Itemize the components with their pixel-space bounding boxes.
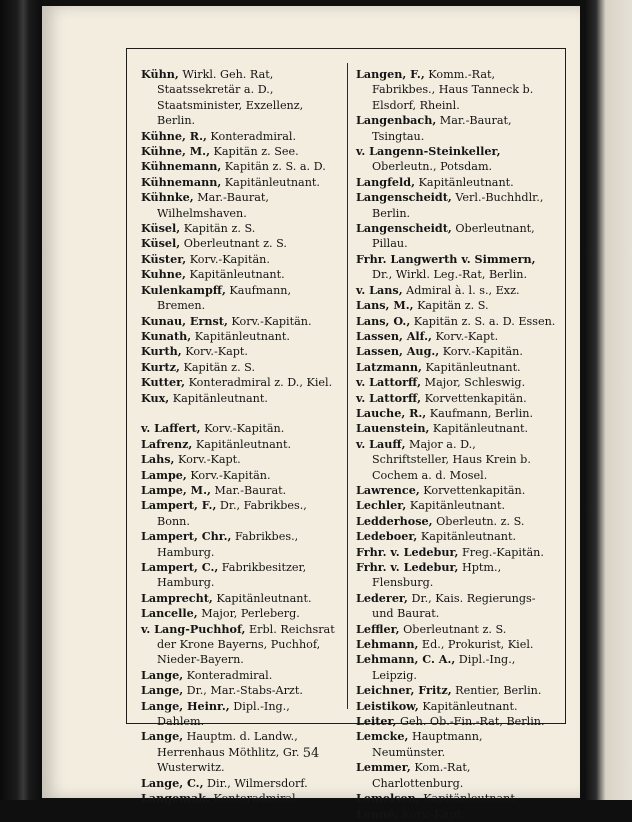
directory-entry xyxy=(141,314,339,329)
entry-details: Korvettenkapitän. xyxy=(421,391,527,405)
directory-entry xyxy=(141,606,339,621)
directory-entry xyxy=(141,252,339,267)
entry-details: Korv.-Kapitän. xyxy=(200,422,285,436)
directory-entry xyxy=(141,267,339,282)
entry-details: Major a. D., Schriftsteller, Haus Krein b. Cochem a. d. Mosel. xyxy=(372,437,531,482)
entry-name: Lamprecht, xyxy=(141,590,213,605)
directory-entry xyxy=(356,807,556,822)
directory-entry xyxy=(141,190,339,221)
directory-entry xyxy=(356,483,556,498)
directory-entry xyxy=(356,113,556,144)
entry-details: Kapitänleutnant. xyxy=(192,437,292,451)
entry-name: v. Lans, xyxy=(356,282,403,297)
entry-name: Kühnemann, xyxy=(141,174,222,189)
directory-entry xyxy=(141,776,339,791)
entry-details: Verl.-Buchhdlr., Berlin. xyxy=(372,191,544,220)
entry-name: v. Lattorff, xyxy=(356,375,422,390)
entry-name: Lans, M., xyxy=(356,298,414,313)
entry-name: Langen, F., xyxy=(356,67,425,81)
directory-entry xyxy=(356,344,556,359)
entry-details: Hptm., Flensburg. xyxy=(372,561,502,590)
entry-details: Kapitän z. S. xyxy=(179,360,256,374)
right-column xyxy=(356,67,556,822)
entry-details: Kapitänleutnant. xyxy=(421,360,521,374)
entry-details: Korv.-Kapt. xyxy=(398,807,465,821)
entry-spacer xyxy=(141,406,339,421)
entry-name: Kühnemann, xyxy=(141,159,222,174)
entry-details: Korv.-Kapt. xyxy=(174,453,241,467)
entry-details: Oberleutn. z. S. xyxy=(432,514,525,528)
entry-details: Oberleutnant z. S. xyxy=(180,237,287,251)
entry-details: Korv.-Kapt. xyxy=(431,329,499,343)
directory-entry xyxy=(356,591,556,622)
directory-entry xyxy=(141,683,339,698)
directory-entry xyxy=(356,67,556,113)
entry-details: Dr., Mar.-Stabs-Arzt. xyxy=(183,684,303,698)
entry-name: Leffler, xyxy=(356,621,400,636)
entry-name: Küsel, xyxy=(141,236,181,251)
entry-name: Lassen, Aug., xyxy=(356,344,440,359)
entry-details: Korv.-Kapitän. xyxy=(186,468,271,482)
entry-name: v. Laffert, xyxy=(141,421,201,436)
entry-details: Rentier, Berlin. xyxy=(451,684,542,698)
entry-name: Lemcke, xyxy=(356,729,409,744)
directory-entry xyxy=(356,252,556,283)
entry-details: Dr., Wirkl. Leg.-Rat, Berlin. xyxy=(372,268,528,282)
directory-entry xyxy=(356,545,556,560)
entry-name: v. Lattorff, xyxy=(356,390,422,405)
entry-details: Dir., Wilmersdorf. xyxy=(203,776,308,790)
column-divider xyxy=(347,63,348,709)
directory-entry xyxy=(141,529,339,560)
entry-details: Hauptm. d. Landw., Herrenhaus Möthlitz, Gr. Wusterwitz. xyxy=(157,730,300,775)
entry-details: Wirkl. Geh. Rat, Staatssekretär a. D., Staatsminister, Exzellenz, Berlin. xyxy=(157,68,304,128)
entry-details: Admiral à. l. s., Exz. xyxy=(402,283,520,297)
entry-name: Lauenstein, xyxy=(356,421,430,436)
entry-name: Lange, xyxy=(141,667,184,682)
entry-details: Geh. Ob.-Fin.-Rat, Berlin. xyxy=(396,715,545,729)
entry-name: Lange, Heinr., xyxy=(141,698,230,713)
directory-entry xyxy=(356,360,556,375)
entry-details: Konteradmiral. xyxy=(183,668,273,682)
entry-name: Lemelsen, xyxy=(356,791,420,806)
entry-name: Latzmann, xyxy=(356,359,422,374)
entry-name: Lemmer, xyxy=(356,760,411,775)
entry-details: Kapitän z. See. xyxy=(209,145,299,159)
directory-entry xyxy=(141,622,339,668)
directory-entry xyxy=(356,514,556,529)
entry-name: Lehmann, xyxy=(356,637,419,652)
directory-entry xyxy=(356,791,556,806)
directory-entry xyxy=(141,67,339,129)
book-page xyxy=(42,6,580,821)
entry-details: Konteradmiral. xyxy=(209,792,300,806)
entry-details: Korv.-Kapitän. xyxy=(186,252,270,266)
entry-details: Kapitänleutnant. xyxy=(429,422,529,436)
directory-entry xyxy=(356,375,556,390)
entry-details: Major, Perleberg. xyxy=(197,607,300,621)
directory-entry xyxy=(356,699,556,714)
entry-name: Leistikow, xyxy=(356,698,419,713)
entry-name: Ledderhose, xyxy=(356,513,433,528)
left-column xyxy=(141,67,339,806)
entry-details: Mar.-Baurat. xyxy=(210,483,287,497)
entry-details: Erbl. Reichsrat der Krone Bayerns, Puchhof, Nieder-Bayern. xyxy=(157,622,335,667)
entry-name: Lampert, F., xyxy=(141,498,217,513)
entry-name: Lassen, Alf., xyxy=(356,328,432,343)
directory-entry xyxy=(356,190,556,221)
entry-name: Lenné, xyxy=(356,806,399,821)
directory-entry xyxy=(141,236,339,251)
entry-details: Oberleutn., Potsdam. xyxy=(372,160,493,174)
entry-details: Kapitänleutnant. xyxy=(191,329,290,343)
entry-name: Leiter, xyxy=(356,714,397,729)
directory-entry xyxy=(141,421,339,436)
directory-entry xyxy=(141,221,339,236)
entry-name: Frhr. v. Ledebur, xyxy=(356,544,459,559)
entry-name: Küster, xyxy=(141,251,187,266)
entry-name: Kulenkampff, xyxy=(141,282,226,297)
entry-name: Lawrence, xyxy=(356,482,420,497)
entry-name: Lancelle, xyxy=(141,606,198,621)
entry-details: Kapitän z. S. xyxy=(413,299,489,313)
page-number: 54 xyxy=(302,746,320,761)
entry-details: Kapitänleutnant. xyxy=(417,530,517,544)
directory-entry xyxy=(141,498,339,529)
directory-entry xyxy=(141,391,339,406)
entry-name: Lafrenz, xyxy=(141,436,193,451)
directory-entry xyxy=(141,791,339,806)
directory-entry xyxy=(356,175,556,190)
entry-name: Langemak, xyxy=(141,791,210,806)
directory-entry xyxy=(141,344,339,359)
directory-entry xyxy=(141,360,339,375)
entry-details: Oberleutnant z. S. xyxy=(399,622,507,636)
directory-entry xyxy=(141,283,339,314)
entry-details: Fabrikbes., Hamburg. xyxy=(157,530,299,559)
directory-entry xyxy=(356,622,556,637)
entry-name: Lehmann, C. A., xyxy=(356,652,456,667)
entry-details: Kaufmann, Berlin. xyxy=(426,406,534,420)
entry-name: Kunau, Ernst, xyxy=(141,313,228,328)
entry-details: Kapitän z. S. a. D. Essen. xyxy=(410,314,556,328)
directory-entry xyxy=(141,452,339,467)
entry-name: Langenscheidt, xyxy=(356,221,452,236)
entry-name: Langenscheidt, xyxy=(356,190,452,205)
entry-details: Kom.-Rat, Charlottenburg. xyxy=(372,761,471,790)
entry-name: Lauche, R., xyxy=(356,405,427,420)
directory-entry xyxy=(141,175,339,190)
entry-details: Kapitänleutnant. xyxy=(212,591,312,605)
entry-name: Lange, C., xyxy=(141,775,204,790)
directory-entry xyxy=(356,221,556,252)
entry-details: Kapitän z. S. a. D. xyxy=(221,160,326,174)
entry-details: Freg.-Kapitän. xyxy=(458,545,544,559)
entry-details: Komm.-Rat, Fabrikbes., Haus Tanneck b. Elsdorf, Rheinl. xyxy=(372,68,534,112)
entry-name: Kühne, M., xyxy=(141,144,210,159)
entry-name: Küsel, xyxy=(141,221,181,236)
entry-name: Lange, xyxy=(141,683,184,698)
entry-details: Mar.-Baurat, Wilhelmshaven. xyxy=(157,191,269,220)
entry-name: Lampert, C., xyxy=(141,559,219,574)
entry-name: v. Lauff, xyxy=(356,436,406,451)
entry-details: Oberleutnant, Pillau. xyxy=(372,222,535,251)
directory-entry xyxy=(356,498,556,513)
entry-name: Leichner, Fritz, xyxy=(356,683,452,698)
entry-name: Kühne, R., xyxy=(141,128,207,143)
entry-details: Konteradmiral z. D., Kiel. xyxy=(185,376,333,390)
directory-entry xyxy=(356,714,556,729)
entry-name: Lechler, xyxy=(356,498,407,513)
directory-entry xyxy=(141,468,339,483)
entry-details: Major, Schleswig. xyxy=(421,376,526,390)
entry-details: Korvettenkapitän. xyxy=(419,483,526,497)
directory-entry xyxy=(356,283,556,298)
directory-entry xyxy=(356,144,556,175)
directory-entry xyxy=(356,314,556,329)
directory-entry xyxy=(141,668,339,683)
entry-details: Konteradmiral. xyxy=(206,129,297,143)
directory-entry xyxy=(356,760,556,791)
entry-name: Langfeld, xyxy=(356,174,415,189)
directory-entry xyxy=(141,159,339,174)
entry-details: Dr., Fabrikbes., Bonn. xyxy=(157,499,307,528)
directory-entry xyxy=(356,329,556,344)
entry-details: Dipl.-Ing., Leipzig. xyxy=(372,653,516,682)
entry-name: Lampe, xyxy=(141,467,187,482)
directory-entry xyxy=(141,699,339,730)
entry-details: Kapitänleutnant. xyxy=(169,391,268,405)
entry-details: Dipl.-Ing., Dahlem. xyxy=(157,699,290,729)
entry-details: Ed., Prokurist, Kiel. xyxy=(418,638,534,652)
entry-details: Kapitänleutnant. xyxy=(406,499,506,513)
directory-entry xyxy=(356,437,556,483)
entry-details: Kapitänleutnant. xyxy=(419,792,519,806)
entry-name: Kühn, xyxy=(141,67,179,81)
directory-entry xyxy=(356,637,556,652)
entry-details: Mar.-Baurat, Tsingtau. xyxy=(372,114,512,143)
entry-name: Lange, xyxy=(141,729,184,744)
entry-name: Kux, xyxy=(141,390,170,405)
entry-details: Kapitänleutnant. xyxy=(418,699,518,713)
directory-entry xyxy=(356,421,556,436)
entry-name: Frhr. Langwerth v. Simmern, xyxy=(356,251,536,266)
directory-entry xyxy=(356,683,556,698)
entry-details: Kapitänleutnant. xyxy=(221,175,320,189)
directory-entry xyxy=(141,437,339,452)
entry-details: Korv.-Kapitän. xyxy=(227,314,312,328)
directory-entry xyxy=(356,529,556,544)
entry-name: Kühnke, xyxy=(141,190,194,205)
entry-name: Kuhne, xyxy=(141,267,186,282)
entry-details: Kapitänleutnant. xyxy=(414,175,514,189)
directory-entry xyxy=(141,483,339,498)
entry-name: Kurtz, xyxy=(141,359,180,374)
directory-entry xyxy=(141,375,339,390)
directory-entry xyxy=(356,406,556,421)
entry-details: Kapitänleutnant. xyxy=(185,268,285,282)
entry-name: Lahs, xyxy=(141,452,175,467)
directory-entry xyxy=(141,329,339,344)
entry-details: Korv.-Kapt. xyxy=(181,345,248,359)
entry-name: Lederer, xyxy=(356,590,408,605)
entry-details: Kapitän z. S. xyxy=(180,222,256,236)
entry-name: Kurth, xyxy=(141,344,182,359)
directory-entry xyxy=(141,560,339,591)
directory-entry xyxy=(356,560,556,591)
entry-details: Korv.-Kapitän. xyxy=(439,345,523,359)
entry-name: Frhr. v. Ledebur, xyxy=(356,560,459,574)
directory-entry xyxy=(356,652,556,683)
book-binding-edge xyxy=(0,0,42,800)
entry-details: Dr., Kais. Regierungs- und Baurat. xyxy=(372,591,536,621)
directory-entry xyxy=(141,129,339,144)
directory-entry xyxy=(141,144,339,159)
entry-name: Lampe, M., xyxy=(141,482,211,497)
entry-details: Hauptmann, Neumünster. xyxy=(372,730,483,759)
directory-entry xyxy=(356,298,556,313)
entry-name: Ledeboer, xyxy=(356,529,418,544)
directory-entry xyxy=(141,591,339,606)
entry-details: Kaufmann, Bremen. xyxy=(157,283,292,313)
entry-name: Kunath, xyxy=(141,328,192,343)
entry-name: Kutter, xyxy=(141,375,186,390)
entry-name: v. Langenn-Steinkeller, xyxy=(356,144,501,159)
entry-name: Lampert, Chr., xyxy=(141,529,232,544)
entry-name: Lans, O., xyxy=(356,313,411,328)
entry-details: Fabrikbesitzer, Hamburg. xyxy=(157,560,307,590)
entry-name: Langenbach, xyxy=(356,113,437,128)
adjacent-page-edge xyxy=(584,0,632,800)
entry-name: v. Lang-Puchhof, xyxy=(141,621,246,636)
directory-entry xyxy=(356,391,556,406)
